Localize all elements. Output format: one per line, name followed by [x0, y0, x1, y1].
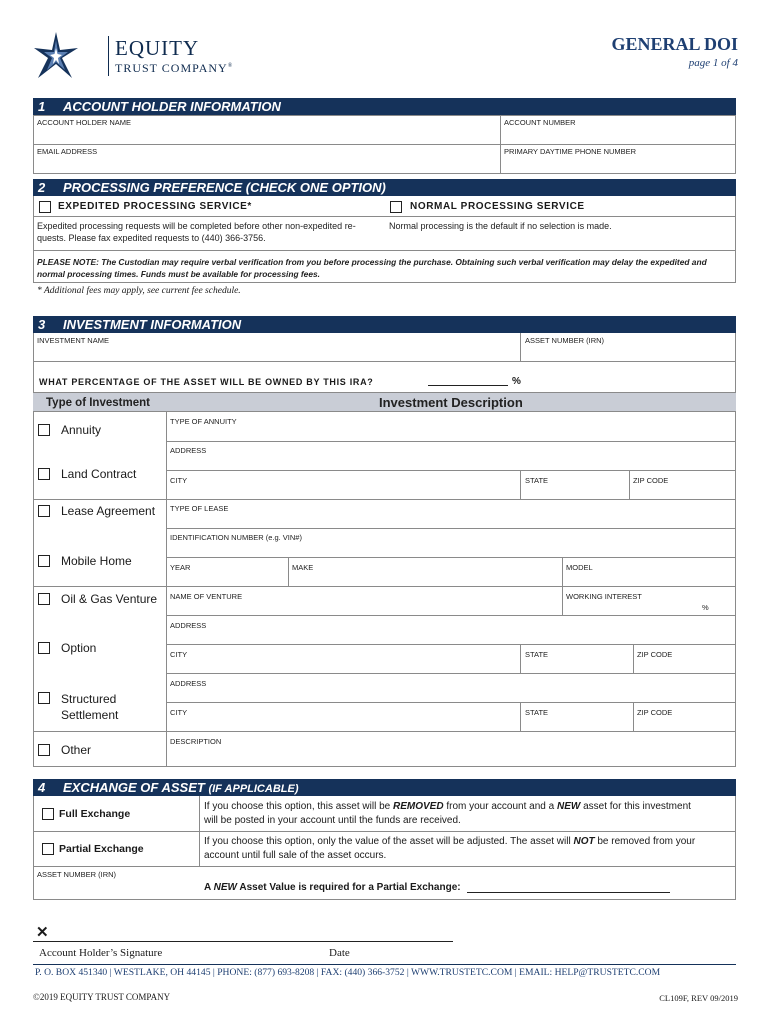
investment-description-heading: Investment Description: [379, 395, 523, 410]
year-field[interactable]: YEAR: [170, 563, 191, 572]
structured-state-field[interactable]: STATE: [525, 708, 549, 717]
logo-text-equity: EQUITY: [115, 36, 200, 60]
asset-number-field[interactable]: ASSET NUMBER (IRN): [525, 336, 605, 345]
account-holder-name-field[interactable]: ACCOUNT HOLDER NAME: [37, 118, 132, 127]
full-exchange-checkbox[interactable]: [42, 808, 54, 820]
land-state-field[interactable]: STATE: [525, 476, 549, 485]
expedited-description: Expedited processing requests will be completed before other non-expedited re- quests. Please fax expedited requests to (440) 366-3756.: [37, 221, 356, 243]
account-number-field[interactable]: ACCOUNT NUMBER: [504, 118, 576, 127]
mobile-home-checkbox[interactable]: [38, 555, 50, 567]
section-3-header: 3 INVESTMENT INFORMATION: [33, 316, 736, 333]
type-of-lease-field[interactable]: TYPE OF LEASE: [170, 504, 229, 513]
logo-divider: [108, 36, 109, 76]
structured-settlement-checkbox[interactable]: [38, 692, 50, 704]
star-logo-icon: [32, 30, 80, 82]
model-field[interactable]: MODEL: [566, 563, 593, 572]
signature-x-mark: ✕: [36, 924, 49, 941]
land-address-field[interactable]: ADDRESS: [170, 446, 207, 455]
land-contract-label: Land Contract: [61, 467, 137, 481]
structured-zip-field[interactable]: ZIP CODE: [637, 708, 673, 717]
mobile-home-label: Mobile Home: [61, 554, 132, 568]
land-contract-checkbox[interactable]: [38, 468, 50, 480]
new-asset-value-input[interactable]: [467, 892, 670, 893]
oil-gas-label: Oil & Gas Venture: [61, 592, 158, 606]
annuity-label: Annuity: [61, 423, 102, 437]
normal-label: NORMAL PROCESSING SERVICE: [410, 201, 585, 212]
date-label: Date: [329, 947, 350, 959]
option-address-field[interactable]: ADDRESS: [170, 621, 207, 630]
exchange-asset-number-field[interactable]: ASSET NUMBER (IRN): [37, 870, 117, 879]
investment-name-field[interactable]: INVESTMENT NAME: [37, 336, 109, 345]
full-exchange-label: Full Exchange: [59, 808, 131, 820]
oil-gas-checkbox[interactable]: [38, 593, 50, 605]
signature-line[interactable]: [33, 941, 453, 942]
section-1-header: 1 ACCOUNT HOLDER INFORMATION: [33, 98, 736, 115]
expedited-label: EXPEDITED PROCESSING SERVICE*: [58, 201, 252, 212]
other-checkbox[interactable]: [38, 744, 50, 756]
structured-address-field[interactable]: ADDRESS: [170, 679, 207, 688]
section-2-header: 2 PROCESSING PREFERENCE (CHECK ONE OPTION): [33, 179, 736, 196]
land-zip-field[interactable]: ZIP CODE: [633, 476, 669, 485]
make-field[interactable]: MAKE: [292, 563, 314, 572]
venture-name-field[interactable]: NAME OF VENTURE: [170, 592, 243, 601]
document-title: GENERAL DOI: [611, 34, 738, 54]
land-city-field[interactable]: CITY: [170, 476, 188, 485]
processing-note: PLEASE NOTE: The Custodian may require verbal verification from you before processing the purchase. Obtaining such verbal verification may delay the expedited and normal processing times. Funds must be available for processing fees.: [37, 257, 707, 279]
working-interest-field[interactable]: WORKING INTEREST: [566, 592, 642, 601]
percentage-question: WHAT PERCENTAGE OF THE ASSET WILL BE OWNED BY THIS IRA?: [39, 377, 374, 387]
option-city-field[interactable]: CITY: [170, 650, 188, 659]
footer-copyright: ©2019 EQUITY TRUST COMPANY: [33, 992, 171, 1002]
partial-exchange-description: If you choose this option, only the value of the asset will be adjusted. The asset will NOT be removed from your account until full sale of the asset occurs.: [204, 836, 696, 861]
page-indicator: page 1 of 4: [688, 57, 738, 69]
lease-agreement-label: Lease Agreement: [61, 504, 156, 518]
signature-label: Account Holder’s Signature: [39, 947, 163, 959]
option-zip-field[interactable]: ZIP CODE: [637, 650, 673, 659]
option-state-field[interactable]: STATE: [525, 650, 549, 659]
normal-checkbox[interactable]: [390, 201, 402, 213]
working-interest-percent: %: [702, 603, 709, 612]
email-address-field[interactable]: EMAIL ADDRESS: [37, 147, 98, 156]
option-label: Option: [61, 641, 97, 655]
logo-text-trust: TRUST COMPANY®: [115, 61, 234, 75]
section-4-header: 4 EXCHANGE OF ASSET (IF APPLICABLE): [33, 779, 736, 796]
new-asset-value-label: A NEW Asset Value is required for a Partial Exchange:: [204, 882, 461, 893]
structured-settlement-label: Structured Settlement: [61, 692, 119, 722]
fee-footnote: * Additional fees may apply, see current fee schedule.: [37, 286, 241, 296]
type-of-annuity-field[interactable]: TYPE OF ANNUITY: [170, 417, 237, 426]
expedited-checkbox[interactable]: [39, 201, 51, 213]
option-checkbox[interactable]: [38, 642, 50, 654]
type-of-investment-heading: Type of Investment: [46, 397, 150, 409]
lease-agreement-checkbox[interactable]: [38, 505, 50, 517]
phone-number-field[interactable]: PRIMARY DAYTIME PHONE NUMBER: [504, 147, 637, 156]
footer-rule: [33, 964, 736, 965]
description-field[interactable]: DESCRIPTION: [170, 737, 222, 746]
other-label: Other: [61, 743, 92, 757]
structured-city-field[interactable]: CITY: [170, 708, 188, 717]
vin-field[interactable]: IDENTIFICATION NUMBER (e.g. VIN#): [170, 533, 302, 542]
footer-contact: P. O. BOX 451340 | WESTLAKE, OH 44145 | PHONE: (877) 693-8208 | FAX: (440) 366-3752 | WWW.TRUSTETC.COM | EMAIL: HELP@TRUSTETC.COM: [35, 967, 661, 978]
normal-description: Normal processing is the default if no selection is made.: [389, 221, 612, 231]
annuity-checkbox[interactable]: [38, 424, 50, 436]
full-exchange-description: If you choose this option, this asset will be REMOVED from your account and a NEW asset for this investment will be posted in your account until the funds are received.: [204, 801, 691, 826]
partial-exchange-checkbox[interactable]: [42, 843, 54, 855]
partial-exchange-label: Partial Exchange: [59, 843, 144, 855]
footer-form-code: CL109F, REV 09/2019: [659, 993, 738, 1003]
percentage-input-line[interactable]: [428, 385, 508, 386]
percentage-sign: %: [512, 376, 521, 387]
company-logo: [32, 30, 252, 86]
